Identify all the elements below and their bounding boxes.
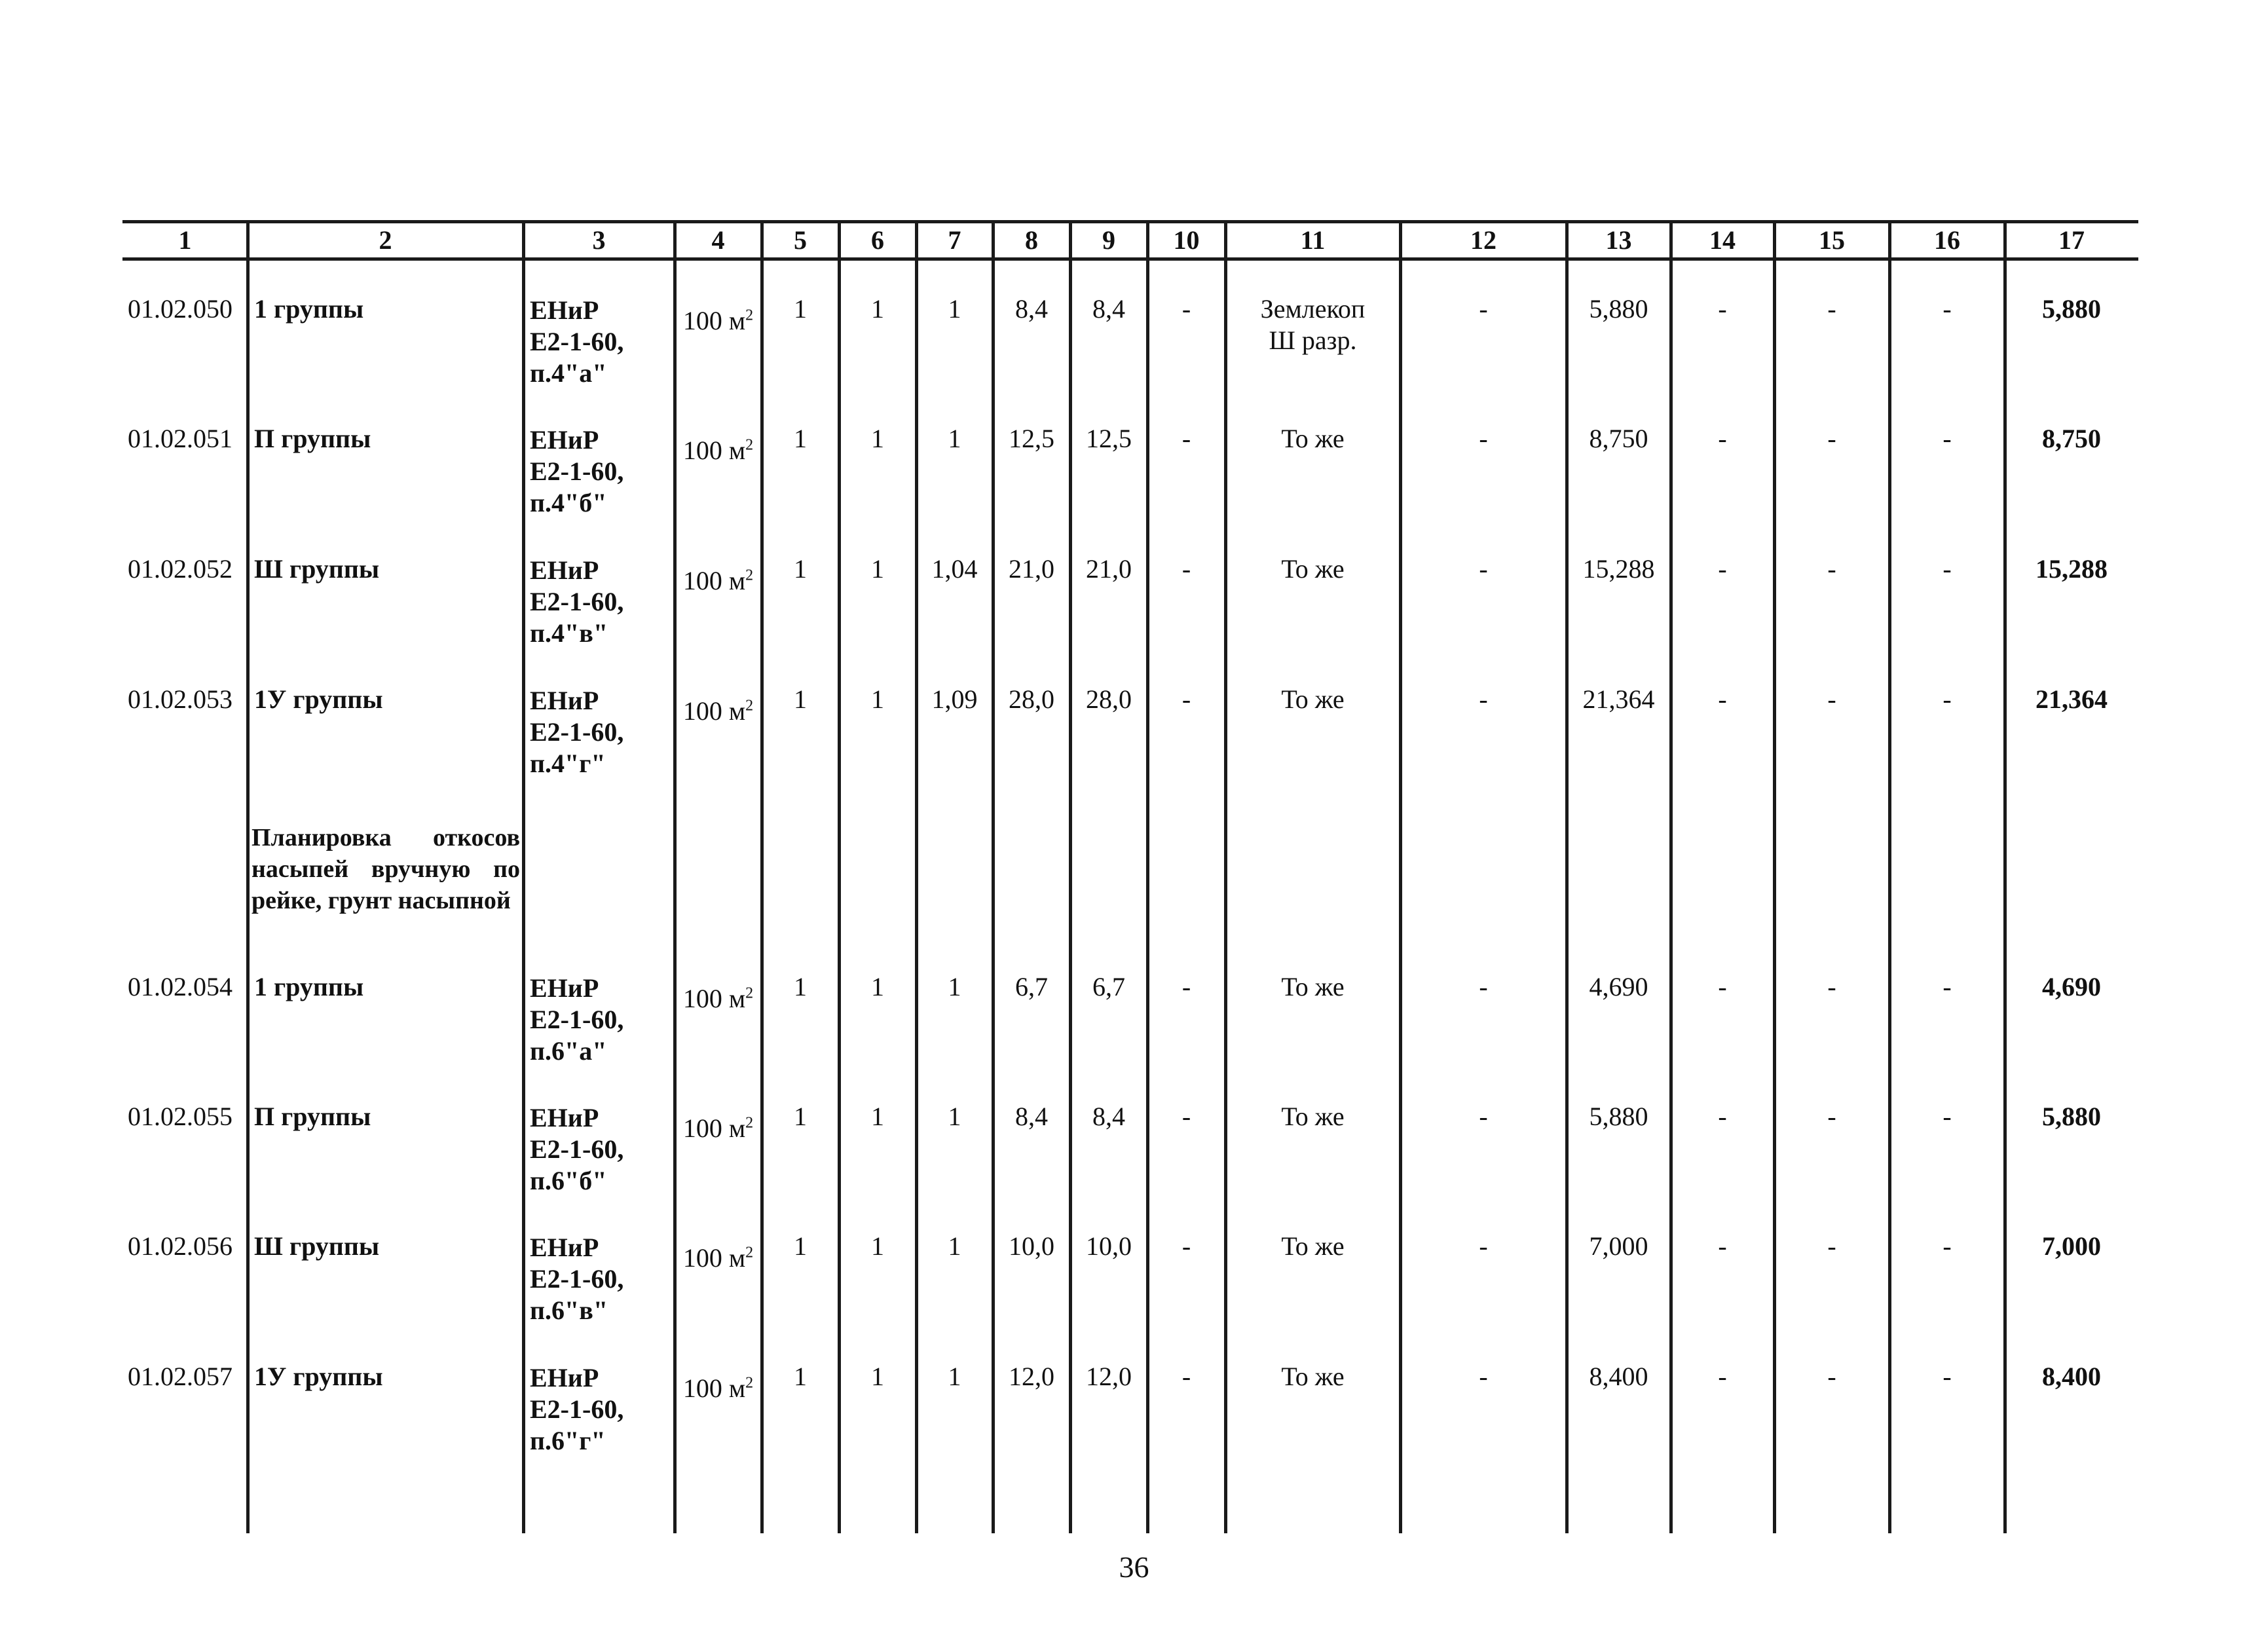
row-name: 1 группы bbox=[254, 972, 364, 1001]
row-value-c10: - bbox=[1181, 1362, 1191, 1391]
row-unit bbox=[675, 436, 762, 465]
row-value-c12: - bbox=[1479, 424, 1488, 453]
row-value-c8: 10,0 bbox=[1009, 1231, 1054, 1261]
unit-superscript: 2 bbox=[745, 1244, 754, 1261]
header-cell: 17 bbox=[2058, 225, 2085, 255]
row-value-c14: - bbox=[1718, 554, 1727, 584]
row-value-c8: 8,4 bbox=[1015, 294, 1048, 324]
row-total: 4,690 bbox=[2042, 972, 2101, 1001]
row-reference: Е2-1-60, bbox=[530, 717, 624, 747]
row-value-c9: 6,7 bbox=[1092, 972, 1125, 1001]
row-value-c8: 6,7 bbox=[1015, 972, 1048, 1001]
row-reference: Е2-1-60, bbox=[530, 327, 624, 356]
row-value-c16: - bbox=[1943, 294, 1952, 324]
row-name: 1У группы bbox=[254, 684, 383, 714]
row-worker: То же bbox=[1281, 554, 1345, 584]
row-value-c9: 21,0 bbox=[1086, 554, 1132, 584]
row-code: 01.02.055 bbox=[128, 1102, 232, 1131]
row-reference: ЕНиР bbox=[530, 973, 599, 1003]
row-value-c13: 8,750 bbox=[1589, 424, 1648, 453]
row-value-c6: 1 bbox=[871, 972, 884, 1001]
column-divider bbox=[1069, 220, 1072, 1533]
row-value-c16: - bbox=[1943, 424, 1952, 453]
row-value-c7: 1 bbox=[948, 424, 961, 453]
unit-superscript: 2 bbox=[745, 567, 754, 584]
row-value-c12: - bbox=[1479, 684, 1488, 714]
row-total: 21,364 bbox=[2036, 684, 2108, 714]
column-divider bbox=[992, 220, 995, 1533]
row-value-c10: - bbox=[1181, 1102, 1191, 1131]
row-value-c14: - bbox=[1718, 424, 1727, 453]
header-cell: 3 bbox=[592, 225, 606, 255]
row-value-c10: - bbox=[1181, 972, 1191, 1001]
row-reference: п.6"а" bbox=[530, 1036, 607, 1066]
row-value-c7: 1 bbox=[948, 1231, 961, 1261]
row-reference: Е2-1-60, bbox=[530, 1134, 624, 1164]
header-cell: 14 bbox=[1709, 225, 1736, 255]
header-cell: 7 bbox=[948, 225, 961, 255]
column-divider bbox=[1888, 220, 1891, 1533]
row-reference: п.6"г" bbox=[530, 1426, 606, 1455]
row-total: 7,000 bbox=[2042, 1231, 2101, 1261]
unit-superscript: 2 bbox=[745, 1374, 754, 1392]
row-unit bbox=[675, 567, 762, 595]
row-value-c15: - bbox=[1827, 972, 1836, 1001]
row-value-c13: 8,400 bbox=[1589, 1362, 1648, 1391]
unit-superscript: 2 bbox=[745, 1114, 754, 1132]
row-reference: ЕНиР bbox=[530, 1363, 599, 1392]
row-value-c8: 12,0 bbox=[1009, 1362, 1054, 1391]
row-name: Ш группы bbox=[254, 554, 380, 584]
row-value-c6: 1 bbox=[871, 1102, 884, 1131]
row-total: 8,400 bbox=[2042, 1362, 2101, 1391]
row-total: 15,288 bbox=[2036, 554, 2108, 584]
row-value-c5: 1 bbox=[794, 424, 807, 453]
row-unit bbox=[675, 307, 762, 335]
row-total: 8,750 bbox=[2042, 424, 2101, 453]
row-unit bbox=[675, 1374, 762, 1403]
unit-text: 100 м bbox=[682, 696, 746, 726]
row-worker: Землекоп bbox=[1260, 294, 1366, 324]
row-code: 01.02.052 bbox=[128, 554, 232, 584]
row-worker: То же bbox=[1281, 1362, 1345, 1391]
row-name: П группы bbox=[254, 424, 371, 453]
row-value-c10: - bbox=[1181, 424, 1191, 453]
row-value-c15: - bbox=[1827, 294, 1836, 324]
row-value-c15: - bbox=[1827, 554, 1836, 584]
row-reference: Е2-1-60, bbox=[530, 1394, 624, 1424]
row-value-c14: - bbox=[1718, 294, 1727, 324]
row-value-c15: - bbox=[1827, 684, 1836, 714]
unit-superscript: 2 bbox=[745, 307, 754, 324]
header-cell: 2 bbox=[379, 225, 392, 255]
row-worker: То же bbox=[1281, 972, 1345, 1001]
row-value-c16: - bbox=[1943, 554, 1952, 584]
row-value-c14: - bbox=[1718, 1102, 1727, 1131]
row-value-c15: - bbox=[1827, 1362, 1836, 1391]
header-cell: 11 bbox=[1300, 225, 1326, 255]
column-divider bbox=[673, 220, 677, 1533]
section-title-line: Планировка откосов bbox=[251, 824, 520, 851]
row-value-c13: 7,000 bbox=[1589, 1231, 1648, 1261]
row-reference: ЕНиР bbox=[530, 686, 599, 715]
row-value-c12: - bbox=[1479, 972, 1488, 1001]
row-value-c12: - bbox=[1479, 1231, 1488, 1261]
row-value-c14: - bbox=[1718, 684, 1727, 714]
row-reference: п.4"а" bbox=[530, 358, 607, 388]
section-title bbox=[251, 822, 520, 916]
row-value-c9: 12,0 bbox=[1086, 1362, 1132, 1391]
row-reference: п.4"б" bbox=[530, 488, 607, 517]
row-code: 01.02.050 bbox=[128, 294, 232, 324]
row-unit bbox=[675, 697, 762, 726]
row-value-c12: - bbox=[1479, 1362, 1488, 1391]
row-value-c6: 1 bbox=[871, 424, 884, 453]
row-name: П группы bbox=[254, 1102, 371, 1131]
unit-text: 100 м bbox=[682, 306, 746, 335]
row-value-c13: 4,690 bbox=[1589, 972, 1648, 1001]
column-divider bbox=[246, 220, 250, 1533]
row-value-c13: 15,288 bbox=[1582, 554, 1655, 584]
row-value-c15: - bbox=[1827, 1231, 1836, 1261]
header-cell: 9 bbox=[1102, 225, 1115, 255]
row-reference: ЕНиР bbox=[530, 555, 599, 585]
row-value-c6: 1 bbox=[871, 684, 884, 714]
row-unit bbox=[675, 984, 762, 1013]
row-code: 01.02.054 bbox=[128, 972, 232, 1001]
header-cell: 8 bbox=[1025, 225, 1038, 255]
row-unit bbox=[675, 1114, 762, 1143]
row-total: 5,880 bbox=[2042, 294, 2101, 324]
row-reference: п.6"б" bbox=[530, 1166, 607, 1195]
row-reference: Е2-1-60, bbox=[530, 457, 624, 486]
row-value-c5: 1 bbox=[794, 294, 807, 324]
column-divider bbox=[1565, 220, 1569, 1533]
header-cell: 13 bbox=[1605, 225, 1632, 255]
column-divider bbox=[1773, 220, 1776, 1533]
page-number: 36 bbox=[1119, 1550, 1149, 1584]
header-cell: 10 bbox=[1173, 225, 1200, 255]
row-value-c5: 1 bbox=[794, 972, 807, 1001]
column-divider bbox=[1146, 220, 1149, 1533]
row-reference: п.6"в" bbox=[530, 1296, 608, 1325]
row-value-c6: 1 bbox=[871, 554, 884, 584]
row-value-c9: 8,4 bbox=[1092, 1102, 1125, 1131]
row-reference: Е2-1-60, bbox=[530, 1264, 624, 1294]
row-unit bbox=[675, 1244, 762, 1273]
column-divider bbox=[1669, 220, 1673, 1533]
row-value-c7: 1 bbox=[948, 1362, 961, 1391]
row-reference: ЕНиР bbox=[530, 425, 599, 455]
row-name: 1У группы bbox=[254, 1362, 383, 1391]
header-cell: 16 bbox=[1934, 225, 1960, 255]
row-value-c9: 12,5 bbox=[1086, 424, 1132, 453]
row-value-c6: 1 bbox=[871, 1231, 884, 1261]
row-value-c13: 21,364 bbox=[1582, 684, 1655, 714]
header-cell: 5 bbox=[794, 225, 807, 255]
row-value-c5: 1 bbox=[794, 1362, 807, 1391]
section-title-line: насыпей вручную по bbox=[251, 855, 520, 883]
row-value-c16: - bbox=[1943, 1362, 1952, 1391]
row-value-c5: 1 bbox=[794, 1102, 807, 1131]
row-value-c12: - bbox=[1479, 294, 1488, 324]
unit-text: 100 м bbox=[682, 984, 746, 1013]
row-value-c16: - bbox=[1943, 1231, 1952, 1261]
column-divider bbox=[2003, 220, 2007, 1533]
row-reference: Е2-1-60, bbox=[530, 587, 624, 616]
header-cell: 4 bbox=[711, 225, 725, 255]
row-value-c6: 1 bbox=[871, 1362, 884, 1391]
row-value-c5: 1 bbox=[794, 684, 807, 714]
row-reference: ЕНиР bbox=[530, 1233, 599, 1262]
header-cell: 12 bbox=[1470, 225, 1497, 255]
unit-text: 100 м bbox=[682, 566, 746, 595]
row-value-c8: 8,4 bbox=[1015, 1102, 1048, 1131]
column-divider bbox=[915, 220, 918, 1533]
column-divider bbox=[760, 220, 764, 1533]
row-worker: То же bbox=[1281, 424, 1345, 453]
row-value-c16: - bbox=[1943, 1102, 1952, 1131]
row-value-c10: - bbox=[1181, 554, 1191, 584]
header-cell: 15 bbox=[1819, 225, 1845, 255]
row-value-c6: 1 bbox=[871, 294, 884, 324]
row-value-c9: 8,4 bbox=[1092, 294, 1125, 324]
row-value-c8: 28,0 bbox=[1009, 684, 1054, 714]
row-value-c5: 1 bbox=[794, 554, 807, 584]
row-value-c15: - bbox=[1827, 424, 1836, 453]
unit-text: 100 м bbox=[682, 436, 746, 465]
unit-text: 100 м bbox=[682, 1243, 746, 1273]
row-value-c7: 1 bbox=[948, 972, 961, 1001]
header-cell: 6 bbox=[871, 225, 884, 255]
row-value-c10: - bbox=[1181, 294, 1191, 324]
row-value-c8: 21,0 bbox=[1009, 554, 1054, 584]
row-value-c7: 1 bbox=[948, 1102, 961, 1131]
row-code: 01.02.053 bbox=[128, 684, 232, 714]
row-value-c14: - bbox=[1718, 1231, 1727, 1261]
row-value-c14: - bbox=[1718, 972, 1727, 1001]
section-title-line: рейке, грунт насыпной bbox=[251, 887, 511, 914]
row-value-c5: 1 bbox=[794, 1231, 807, 1261]
unit-superscript: 2 bbox=[745, 436, 754, 454]
row-code: 01.02.057 bbox=[128, 1362, 232, 1391]
unit-text: 100 м bbox=[682, 1113, 746, 1143]
row-value-c12: - bbox=[1479, 554, 1488, 584]
row-reference: п.4"в" bbox=[530, 618, 608, 648]
row-value-c16: - bbox=[1943, 684, 1952, 714]
unit-superscript: 2 bbox=[745, 697, 754, 715]
row-value-c10: - bbox=[1181, 1231, 1191, 1261]
column-divider bbox=[1224, 220, 1227, 1533]
row-code: 01.02.056 bbox=[128, 1231, 232, 1261]
column-divider bbox=[1399, 220, 1402, 1533]
row-value-c7: 1,09 bbox=[931, 684, 978, 714]
row-worker: Ш разр. bbox=[1269, 326, 1357, 355]
row-value-c12: - bbox=[1479, 1102, 1488, 1131]
row-worker: То же bbox=[1281, 1231, 1345, 1261]
column-divider bbox=[838, 220, 841, 1533]
header-cell: 1 bbox=[178, 225, 192, 255]
row-value-c7: 1 bbox=[948, 294, 961, 324]
row-value-c13: 5,880 bbox=[1589, 1102, 1648, 1131]
row-worker: То же bbox=[1281, 684, 1345, 714]
row-value-c13: 5,880 bbox=[1589, 294, 1648, 324]
row-value-c7: 1,04 bbox=[931, 554, 978, 584]
row-code: 01.02.051 bbox=[128, 424, 232, 453]
row-reference: п.4"г" bbox=[530, 749, 606, 778]
row-value-c9: 28,0 bbox=[1086, 684, 1132, 714]
row-worker: То же bbox=[1281, 1102, 1345, 1131]
row-value-c14: - bbox=[1718, 1362, 1727, 1391]
row-total: 5,880 bbox=[2042, 1102, 2101, 1131]
row-value-c10: - bbox=[1181, 684, 1191, 714]
row-value-c8: 12,5 bbox=[1009, 424, 1054, 453]
column-divider bbox=[522, 220, 525, 1533]
row-reference: Е2-1-60, bbox=[530, 1005, 624, 1034]
row-value-c15: - bbox=[1827, 1102, 1836, 1131]
row-name: 1 группы bbox=[254, 294, 364, 324]
row-reference: ЕНиР bbox=[530, 295, 599, 325]
row-name: Ш группы bbox=[254, 1231, 380, 1261]
unit-text: 100 м bbox=[682, 1373, 746, 1403]
row-value-c9: 10,0 bbox=[1086, 1231, 1132, 1261]
row-value-c16: - bbox=[1943, 972, 1952, 1001]
row-reference: ЕНиР bbox=[530, 1103, 599, 1132]
unit-superscript: 2 bbox=[745, 984, 754, 1002]
